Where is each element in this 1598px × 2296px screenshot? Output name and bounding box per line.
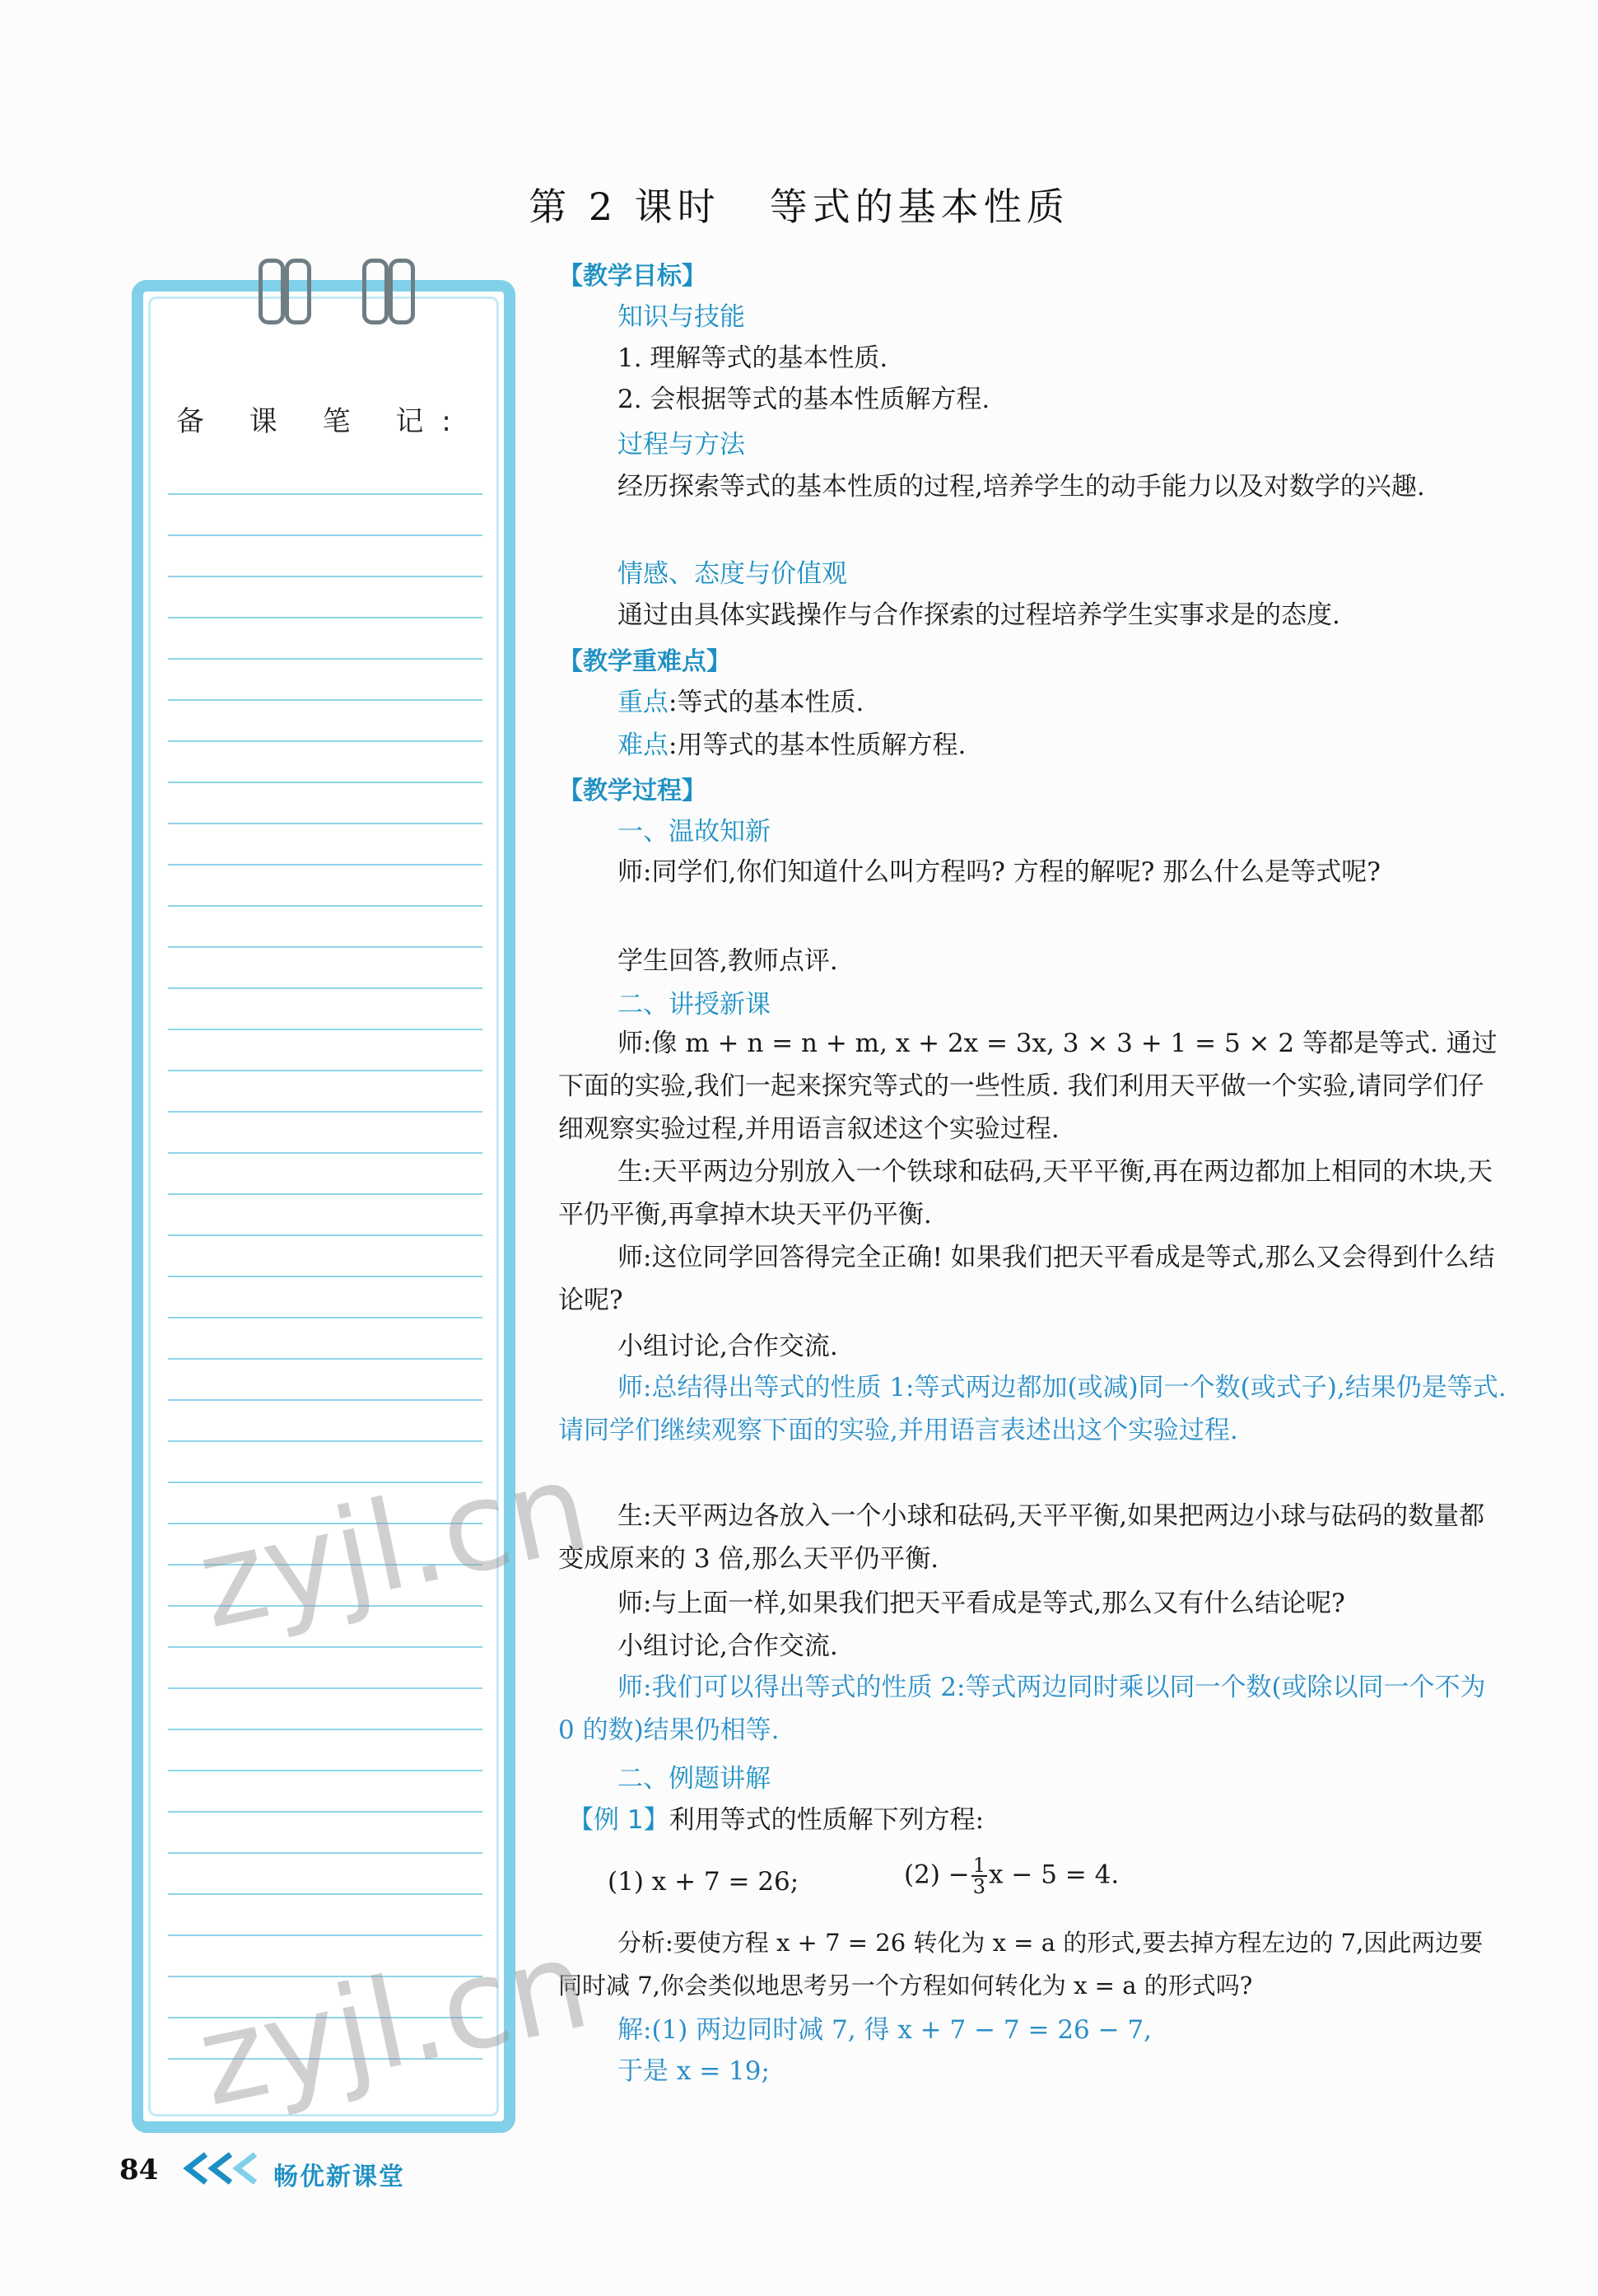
emotion-title: 情感、态度与价值观 [617, 559, 847, 589]
solution-line-1: 解:(1) 两边同时减 7, 得 x + 7 − 7 = 26 − 7, [617, 2015, 1153, 2045]
property-1-summary: 师:总结得出等式的性质 1:等式两边都加(或减)同一个数(或式子),结果仍是等式. 请同学们继续观察下面的实验,并用语言表述出这个实验过程. [558, 1373, 1507, 1445]
double-chevron-left-icon [173, 2148, 263, 2189]
section-examples-title: 二、例题讲解 [617, 1764, 771, 1794]
key-point: 重点:等式的基本性质. [617, 688, 864, 717]
note-line [168, 1358, 482, 1360]
note-line [168, 1152, 482, 1154]
paragraph-8: 生:天平两边各放入一个小球和砝码,天平平衡,如果把两边小球与砝码的数量都变成原来的 3 倍,那么天平仍平衡. [558, 1501, 1485, 1574]
paragraph-1: 师:同学们,你们知道什么叫方程吗? 方程的解呢? 那么什么是等式呢? [617, 857, 1381, 887]
note-line [168, 782, 482, 783]
section-review-title: 一、温故知新 [617, 817, 771, 847]
difficult-point: 难点:用等式的基本性质解方程. [617, 730, 967, 760]
binder-ring-icon [362, 259, 389, 324]
equation-2: (2) − $\frac{1}{3}$ x − 5 = 4. [904, 1854, 1120, 1898]
note-line [168, 905, 482, 907]
note-line [168, 534, 482, 536]
note-line [168, 1029, 482, 1030]
example-1: 【例 1】利用等式的性质解下列方程: [568, 1805, 985, 1835]
note-line [168, 1276, 482, 1277]
objective-2: 2. 会根据等式的基本性质解方程. [617, 385, 990, 414]
note-line [168, 493, 482, 495]
solution-line-2: 于是 x = 19; [617, 2056, 770, 2086]
brand-name: 畅优新课堂 [273, 2163, 405, 2191]
paragraph-3: 师:像 m + n = n + m, x + 2x = 3x, 3 × 3 + 1 = 5 × 2 等都是等式. 通过下面的实验,我们一起来探究等式的一些性质. 我们利用天平做一个实验,请同学们仔细观察实验过程,并用语言叙述这个实验过程. [558, 1029, 1498, 1144]
note-line [168, 1234, 482, 1236]
binder-ring-icon [389, 259, 415, 324]
note-line [168, 864, 482, 866]
lesson-number: 第 2 课时 [529, 184, 720, 229]
note-line [168, 1811, 482, 1813]
note-line [168, 740, 482, 742]
process-title: 过程与方法 [617, 430, 745, 460]
note-line [168, 1893, 482, 1895]
lesson-topic: 等式的基本性质 [769, 184, 1069, 229]
note-line [168, 823, 482, 824]
emotion-text: 通过由具体实践操作与合作探索的过程培养学生实事求是的态度. [617, 600, 1340, 630]
equation-1: (1) x + 7 = 26; [608, 1867, 799, 1897]
note-line [168, 658, 482, 660]
knowledge-title: 知识与技能 [617, 302, 745, 332]
property-2-summary: 师:我们可以得出等式的性质 2:等式两边同时乘以同一个数(或除以同一个不为 0 的数)结果仍相等. [558, 1673, 1486, 1745]
objectives-header: 【教学目标】 [558, 262, 706, 291]
note-line [168, 617, 482, 618]
key-points-header: 【教学重难点】 [558, 647, 731, 676]
paragraph-6: 小组讨论,合作交流. [617, 1332, 838, 1361]
analysis: 分析:要使方程 x + 7 = 26 转化为 x = a 的形式,要去掉方程左边的 7,因此两边要同时减 7,你会类似地思考另一个方程如何转化为 x = a 的形式吗? [558, 1929, 1484, 2000]
note-line [168, 1934, 482, 1936]
note-line [168, 1770, 482, 1771]
note-line [168, 1070, 482, 1071]
binder-ring-icon [285, 259, 311, 324]
note-line [168, 946, 482, 948]
notes-label: 备 课 笔 记: [176, 405, 469, 438]
watermark: zyjl.cn [187, 1912, 600, 2135]
note-line [168, 1729, 482, 1730]
paragraph-2: 学生回答,教师点评. [617, 946, 838, 976]
note-line [168, 1317, 482, 1318]
objective-1: 1. 理解等式的基本性质. [617, 343, 888, 373]
note-line [168, 1399, 482, 1401]
page-number: 84 [119, 2154, 159, 2186]
section-new-lesson-title: 二、讲授新课 [617, 990, 771, 1020]
lesson-title [0, 177, 1598, 231]
note-line [168, 699, 482, 701]
paragraph-5: 师:这位同学回答得完全正确! 如果我们把天平看成是等式,那么又会得到什么结论呢? [558, 1243, 1495, 1315]
note-line [168, 1687, 482, 1689]
note-line [168, 987, 482, 989]
note-line [168, 1440, 482, 1442]
watermark: zyjl.cn [187, 1435, 600, 1657]
binder-ring-icon [259, 259, 285, 324]
note-line [168, 1111, 482, 1113]
note-line [168, 1852, 482, 1854]
note-line [168, 1193, 482, 1195]
paragraph-4: 生:天平两边分别放入一个铁球和砝码,天平平衡,再在两边都加上相同的木块,天平仍平衡,再拿掉木块天平仍平衡. [558, 1157, 1493, 1230]
notes-notebook [132, 280, 515, 2133]
paragraph-9: 师:与上面一样,如果我们把天平看成是等式,那么又有什么结论呢? [617, 1589, 1345, 1618]
paragraph-10: 小组讨论,合作交流. [617, 1631, 838, 1661]
note-line [168, 576, 482, 577]
process-text: 经历探索等式的基本性质的过程,培养学生的动手能力以及对数学的兴趣. [617, 472, 1425, 502]
process-header: 【教学过程】 [558, 777, 706, 805]
